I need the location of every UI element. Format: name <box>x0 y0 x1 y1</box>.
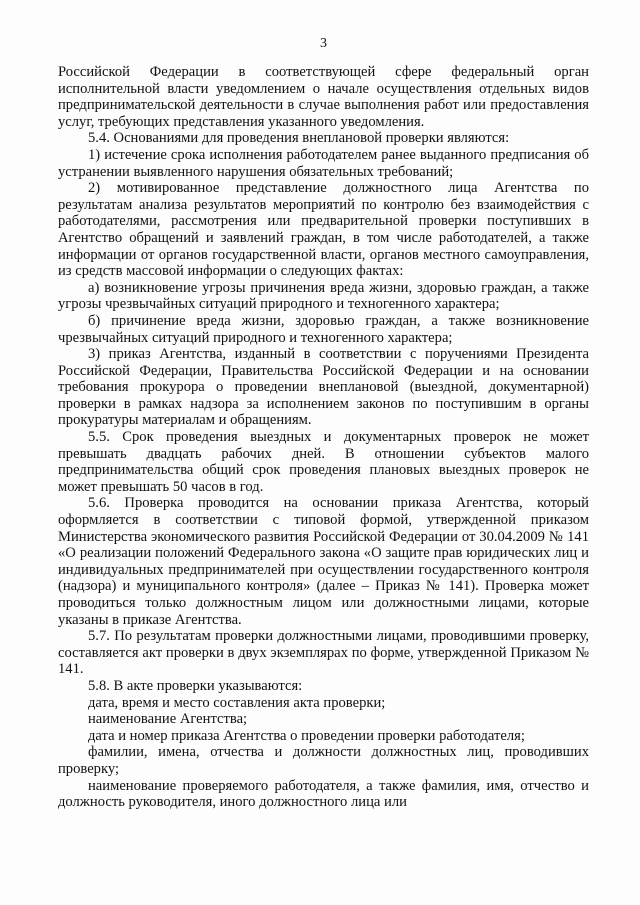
paragraph: 5.4. Основаниями для проведения внеплановой проверки являются: <box>88 130 510 147</box>
paragraph: б) причинение вреда жизни, здоровью граждан, а также возникновение чрезвычайных ситуаций природного и техногенного характера; <box>58 312 589 346</box>
page-number: 3 <box>320 36 327 51</box>
paragraph: а) возникновение угрозы причинения вреда жизни, здоровью граждан, а также угрозы чрезвычайных ситуаций природного и техногенного характера; <box>58 279 589 313</box>
paragraph: 5.7. По результатам проверки должностными лицами, проводившими проверку, составляется акт проверки в двух экземплярах по форме, утвержденной Приказом № 141. <box>58 628 589 678</box>
paragraph: дата, время и место составления акта проверки; <box>88 694 386 711</box>
paragraph: 5.8. В акте проверки указываются: <box>88 677 303 694</box>
paragraph: 5.6. Проверка проводится на основании приказа Агентства, который оформляется в соответствии с типовой формой, утвержденной приказом Министерства экономического развития Российской Федерации от 30.04.2009 № 141 «О реализации положений Федерального закона «О защите прав юридических лиц и индивидуальных предпринимателей при осуществлении государственного контроля (надзора) и муниципального контроля» (далее – Приказ № 141). Проверка может проводиться только должностным лицом или должностными лицами, которые указаны в приказе Агентства. <box>58 495 589 628</box>
paragraph: 5.5. Срок проведения выездных и документарных проверок не может превышать двадцать рабочих дней. В отношении субъектов малого предпринимательства общий срок проведения плановых выездных проверок не может превышать 50 часов в год. <box>58 429 589 495</box>
paragraph: 2) мотивированное представление должностного лица Агентства по результатам анализа результатов мероприятий по контролю без взаимодействия с работодателями, рассмотрения или предварительной проверки поступивших в Агентство обращений и заявлений граждан, в том числе работодателей, а также информации от органов государственной власти, органов местного самоуправления, из средств массовой информации о следующих фактах: <box>58 180 589 280</box>
paragraph: фамилии, имена, отчества и должности должностных лиц, проводивших проверку; <box>58 744 589 777</box>
paragraph: наименование Агентства; <box>88 711 248 728</box>
paragraph: наименование проверяемого работодателя, а также фамилия, имя, отчество и должность руководителя, иного должностного лица или <box>58 777 589 811</box>
paragraph: Российской Федерации в соответствующей сфере федеральный орган исполнительной власти уведомлением о начале осуществления отдельных видов предпринимательской деятельности в случае выполнения работ или предоставления услуг, требующих представления указанного уведомления. <box>58 64 589 130</box>
paragraph: 1) истечение срока исполнения работодателем ранее выданного предписания об устранении выявленного нарушения обязательных требований; <box>58 146 589 180</box>
paragraph: дата и номер приказа Агентства о проведении проверки работодателя; <box>88 727 525 744</box>
paragraph: 3) приказ Агентства, изданный в соответствии с поручениями Президента Российской Федерации, Правительства Российской Федерации и на основании требования прокурора о проведении внеплановой (выездной, документарной) проверки в рамках надзора за исполнением законов по поступившим в органы прокуратуры материалам и обращениям. <box>58 346 589 429</box>
